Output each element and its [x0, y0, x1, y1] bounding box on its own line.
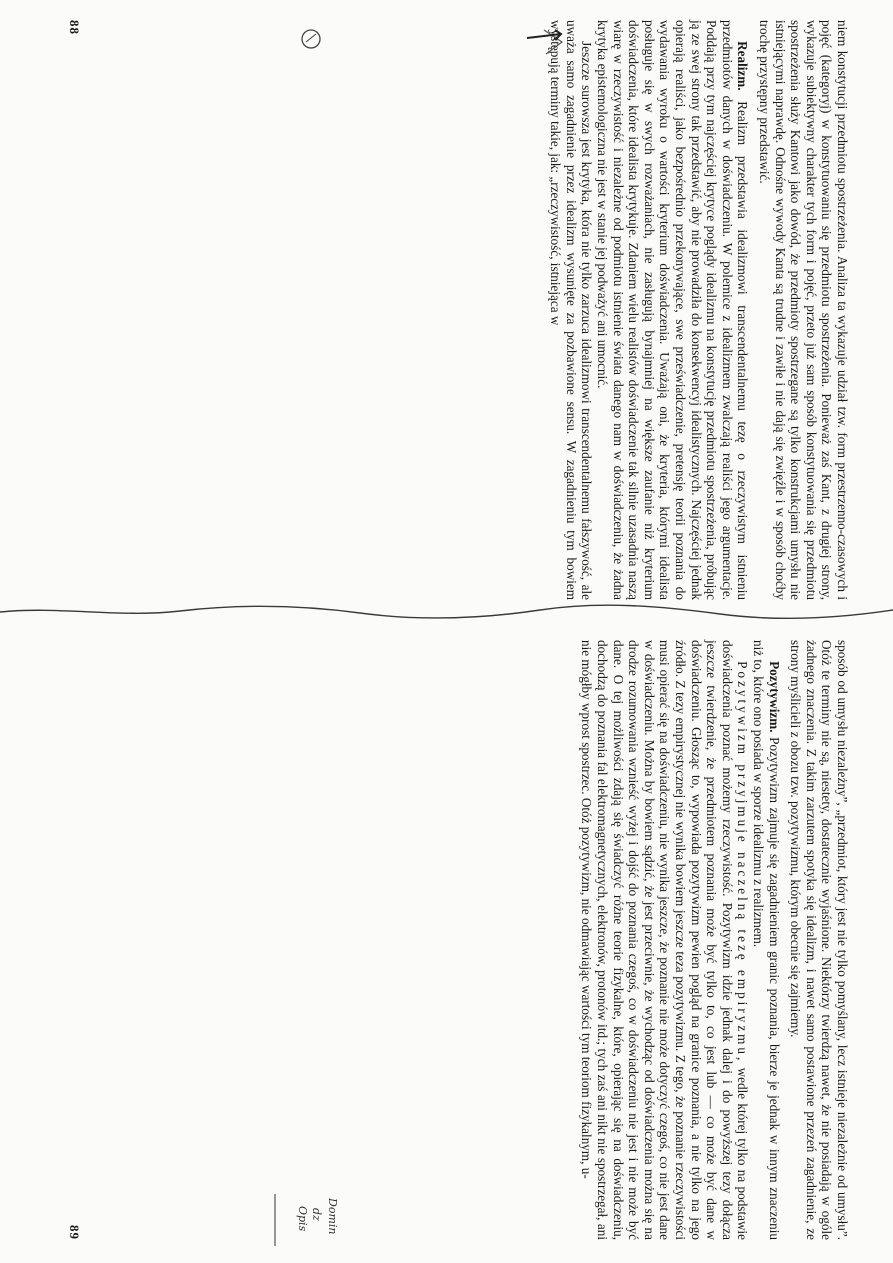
book-page-88: [60, 20, 850, 600]
paragraph: [788, 640, 850, 1240]
svg-text:Domin: Domin: [326, 1198, 339, 1235]
paragraph-text: wedle której tylko na podstawie doświadczenia poznać możemy rzeczywistość. Pozytywizm idzie jednak dalej i do powyższej tezy dołącza jeszcze twierdzenie, że przedmiotem poznania może być tylko to, co jest lub — co może być dane w doświadczeniu. Głosząc to, wypowiada pozytywizm pewien pogląd na granice poznania, a nie tylko na jego źródło. Z tezy empirystycznej nie wynika bowiem jeszcze teza pozytywizmu. Z tego, że poznanie rzeczywistości musi opierać się na doświadczeniu, nie wynika jeszcze, że poznanie nie może dotyczyć czegoś, co nie jest dane w doświadczeniu. Można by bowiem sądzić, że jest przeciwnie, że wychodząc od doświadczenia można się na drodze rozumowania wznieść wyżej i dojść do poznania czegoś, co w doświadczeniu nie jest i nie może być dane. O tej możliwości zdają się świadczyć różne teorie fizykalne, które, opierając się na doświadczeniu, dochodzą do poznania fal elektromagnetycznych, elektronów, protonów itd.; tych zaś ani nikt nie spostrzegał, ani nie mógłby wprost spostrzec. Otóż pozytywizm, nie odmawiając wartości tym teoriom fizykalnym, u-: [579, 640, 751, 1241]
paragraph-realism: [595, 20, 751, 600]
paragraph-text: Realizm przedstawia idealizmowi transcendentalnemu tezę o rzeczywistym istnieniu przedmiotów danych w doświadczeniu. W polemice z idealizmem zwalczają realiści jego argumentacje. Poddają przy tym najczęściej krytyce poglądy idealizmu na konstytucję przedmiotu spostrzeżenia, próbując ją ze swej strony tak przedstawić, aby nie prowadziła do konsekwencyj idealistycznych. Najczęściej jednak opierają realiści, jako bezpośrednio przekonywające, swe przeświadczenie, pretensję teorii poznania do wydawania wyroku o wartości kryterium doświadczenia. Uważają oni, że kryteria, którymi idealista posługuje się w swych rozważaniach, nie zasługują bynajmniej na większe zaufanie niż kryterium doświadczenia, które idealista krytykuje. Zdaniem wielu realistów doświadczenie tak silnie uzasadnia naszą wiarę w rzeczywistość i niezależne od podmiotu istnienie świata danego nam w doświadczeniu, że żadna krytyka epistemologiczna nie jest w stanie jej podważyć ani umocnić.: [595, 20, 751, 600]
handwritten-side-note-icon: [255, 1190, 345, 1250]
paragraph: [579, 640, 751, 1240]
book-page-89: [60, 640, 850, 1240]
paragraph: [548, 20, 595, 600]
paragraph-text: niem konstytucji przedmiotu spostrzeżenia. Analiza ta wykazuje udział tzw. form przestrzenno-czasowych i pojęć (kategoryj) w konstytuowaniu się przedmiotu spostrzeżenia. Ponieważ zaś Kant, z drugiej strony, wykazuje subiektywny charakter tych form i pojęć, przeto już sam sposób konstytuowania się przedmiotu spostrzeżenia służy Kantowi jako dowód, że przedmioty spostrzegane są tylko konstrukcjami umysłu nie istniejącymi naprawdę. Odnośne wywody Kanta są trudne i zawiłe i nie dają się zwięźle i w sposób choćby trochę przystępny przedstawić.: [757, 20, 850, 600]
paragraph: [756, 20, 850, 600]
spaced-emphasis: Pozytywizm przyjmuje naczelną tezę empiryzmu,: [735, 661, 751, 1064]
svg-text:dz: dz: [310, 1208, 323, 1221]
pencil-bracket-mark-icon: [525, 28, 565, 48]
page-88-text-column: [110, 20, 850, 600]
section-term-positivism: Pozytywizm.: [766, 661, 782, 733]
section-term-realism: Realizm.: [735, 41, 751, 91]
page-gutter-line: [0, 600, 893, 624]
page-number: 89: [67, 1225, 82, 1240]
handwritten-side-note: Opis: [296, 1206, 309, 1232]
paragraph-positivism: [750, 640, 781, 1240]
pencil-circle-mark-icon: [296, 24, 326, 54]
page-number: 88: [67, 20, 82, 35]
paragraph-text: Pozytywizm zajmuje się zagadnieniem granic poznania, bierze je jednak w innym znaczeniu niż to, które ono posiada w sporze idealizmu z realizmem.: [751, 640, 782, 1240]
page-89-text-column: [110, 640, 850, 1240]
paragraph-text: Jeszcze surowsza jest krytyka, która nie tylko zarzuca idealizmowi transcendentalnemu fałszywość, ale uważa samo zagadnienie przez idealizm wysunięte za pozbawione sensu. W zagadnieniu tym bowiem występują terminy takie, jak: „rzeczywistość, istniejąca w: [548, 20, 595, 600]
paragraph-text: sposób od umysłu niezależny”, „przedmiot, który jest nie tylko pomyślany, lecz istnieje niezależnie od umysłu”. Otóż te terminy nie są, niestety, dostatecznie wyjaśnione. Niektórzy twierdzą nawet, że nie posiadają w ogóle żadnego znaczenia. Z takim zarzutem spotyka się idealizm, i nawet samo postawione przezeń zagadnienie, ze strony myślicieli z obozu tzw. pozytywizmu, którym obecnie się zajmiemy.: [788, 640, 850, 1240]
